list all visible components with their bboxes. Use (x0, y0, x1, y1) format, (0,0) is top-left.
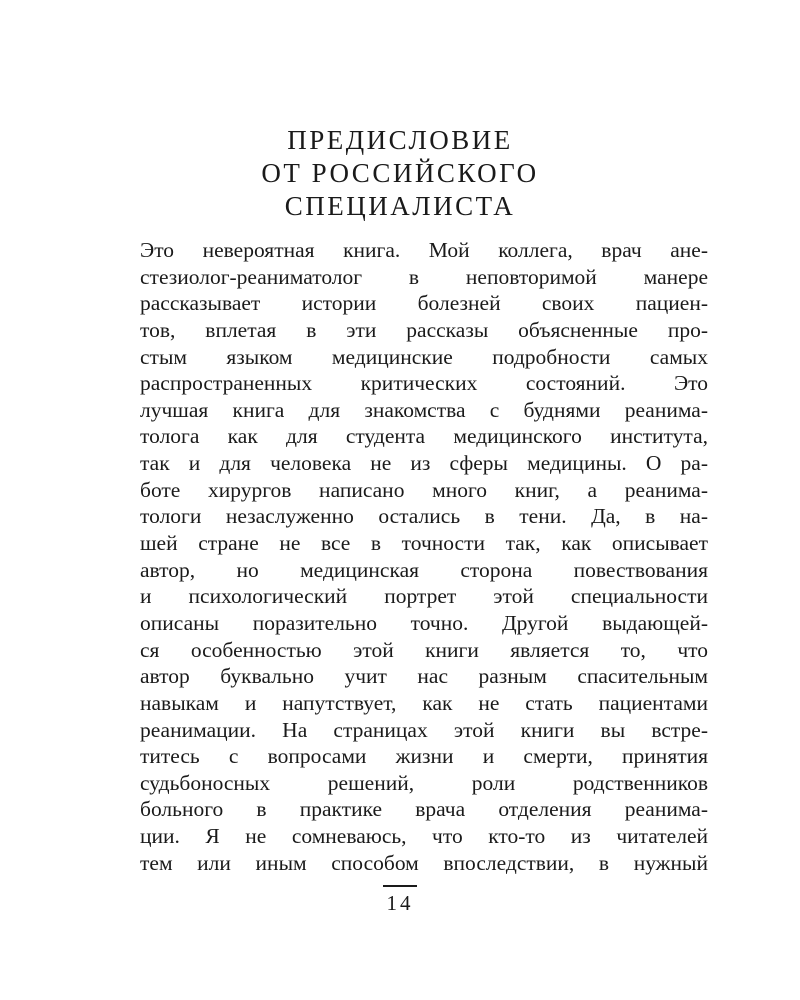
text-line: тов, вплетая в эти рассказы объясненные про- (140, 317, 708, 342)
page-number: 14 (386, 890, 414, 915)
text-line: титесь с вопросами жизни и смерти, принятия (140, 744, 708, 769)
footer-rule (383, 885, 417, 887)
heading-line: ОТ РОССИЙСКОГО (261, 158, 539, 188)
text-line: рассказывает истории болезней своих пациен- (140, 291, 708, 316)
text-line: судьбоносных решений, роли родственников (140, 770, 708, 795)
text-line: толога как для студента медицинского института, (140, 424, 708, 449)
text-line: ции. Я не сомневаюсь, что кто-то из читателей (140, 824, 708, 849)
heading-line: ПРЕДИСЛОВИЕ (287, 125, 513, 155)
text-line: шей стране не все в точности так, как описывает (140, 531, 708, 556)
text-line: стезиолог-реаниматолог в неповторимой манере (140, 264, 708, 289)
text-line: реанимации. На страницах этой книги вы встре- (140, 717, 708, 742)
text-line: и психологический портрет этой специальности (140, 584, 708, 609)
text-line: боте хирургов написано много книг, а реанима- (140, 477, 708, 502)
text-line: стым языком медицинские подробности самых (140, 344, 708, 369)
text-line: описаны поразительно точно. Другой выдающей- (140, 610, 708, 635)
body-paragraph (140, 237, 708, 876)
text-line: навыкам и напутствует, как не стать пациентами (140, 690, 708, 715)
text-line: ся особенностью этой книги является то, что (140, 637, 708, 662)
text-line: тологи незаслуженно остались в тени. Да, в на- (140, 504, 708, 529)
text-line: лучшая книга для знакомства с буднями реанима- (140, 397, 708, 422)
text-line: автор, но медицинская сторона повествования (140, 557, 708, 582)
heading-line: СПЕЦИАЛИСТА (284, 191, 516, 221)
text-line: автор буквально учит нас разным спасительным (140, 664, 708, 689)
text-line: тем или иным способом впоследствии, в нужный (140, 850, 708, 875)
page-footer (0, 885, 800, 916)
text-line: так и для человека не из сферы медицины. О ра- (140, 451, 708, 476)
text-line: распространенных критических состояний. Это (140, 371, 708, 396)
text-line: больного в практике врача отделения реанима- (140, 797, 708, 822)
text-line: Это невероятная книга. Мой коллега, врач ане- (140, 238, 708, 262)
chapter-heading (0, 124, 800, 223)
